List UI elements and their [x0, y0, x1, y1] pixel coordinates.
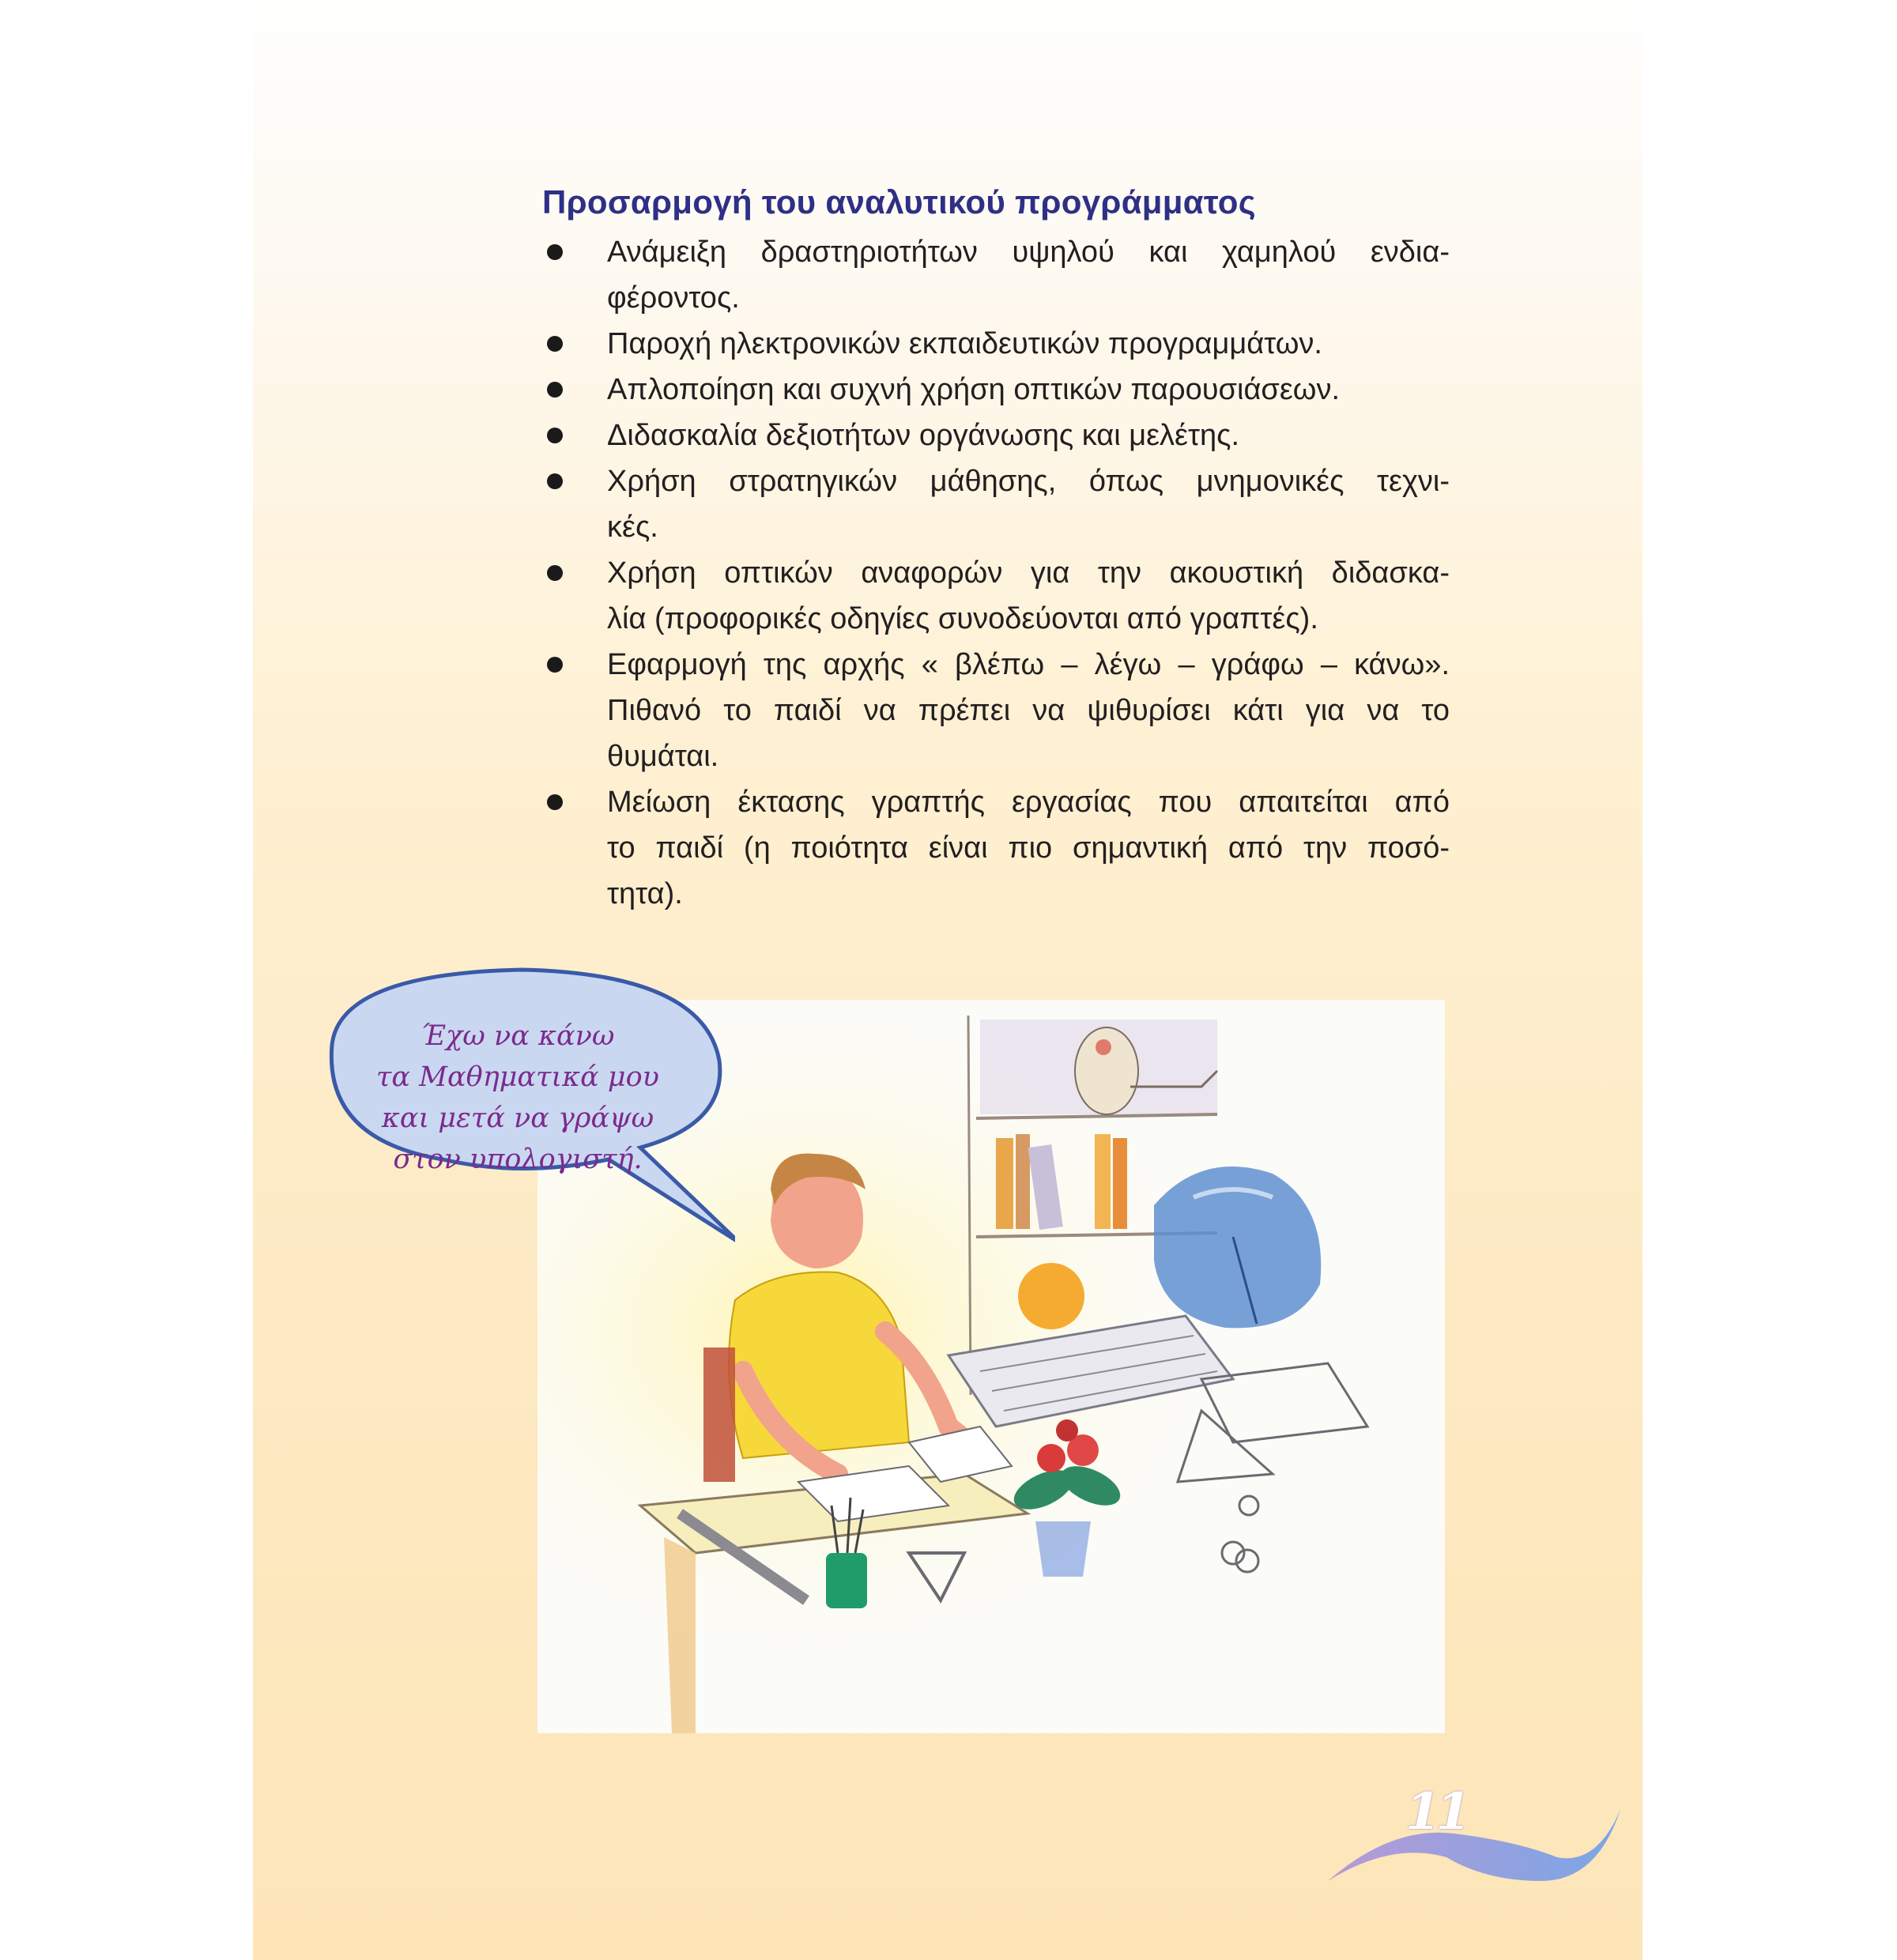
bullet-dot-icon: [547, 473, 563, 489]
page-number: 11: [1405, 1782, 1467, 1841]
bullet-dot-icon: [547, 565, 563, 581]
list-item: Ανάμειξη δραστηριοτήτων υψηλού και χαμηλού ενδια- φέροντος.: [542, 229, 1450, 321]
list-item: Διδασκαλία δεξιοτήτων οργάνωσης και μελέτης.: [542, 413, 1450, 458]
list-item: Εφαρμογή της αρχής « βλέπω – λέγω – γράφω – κάνω». Πιθανό το παιδί να πρέπει να ψιθυρίσει κάτι για να το θυμάται.: [542, 642, 1450, 779]
bullet-dot-icon: [547, 794, 563, 810]
list-item: Απλοποίηση και συχνή χρήση οπτικών παρουσιάσεων.: [542, 367, 1450, 413]
page-number-wave: [1320, 1778, 1628, 1897]
bullet-dot-icon: [547, 428, 563, 443]
bullet-dot-icon: [547, 244, 563, 260]
section-heading: Προσαρμογή του αναλυτικού προγράμματος: [542, 183, 1256, 220]
list-item: Χρήση στρατηγικών μάθησης, όπως μνημονικές τεχνι- κές.: [542, 458, 1450, 550]
speech-bubble-text: Έχω να κάνω τα Μαθηματικά μου και μετά να γράψω στον υπολογιστή.: [376, 1020, 659, 1175]
list-item: Χρήση οπτικών αναφορών για την ακουστική διδασκα- λία (προφορικές οδηγίες συνοδεύονται από γραπτές).: [542, 550, 1450, 642]
list-item: Μείωση έκτασης γραπτής εργασίας που απαιτείται από το παιδί (η ποιότητα είναι πιο σημαντική από την ποσό- τητα).: [542, 779, 1450, 917]
bullet-dot-icon: [547, 336, 563, 352]
list-item: Παροχή ηλεκτρονικών εκπαιδευτικών προγραμμάτων.: [542, 321, 1450, 367]
adaptation-bullet-list: [542, 229, 1450, 917]
bullet-dot-icon: [547, 657, 563, 673]
bullet-dot-icon: [547, 382, 563, 398]
